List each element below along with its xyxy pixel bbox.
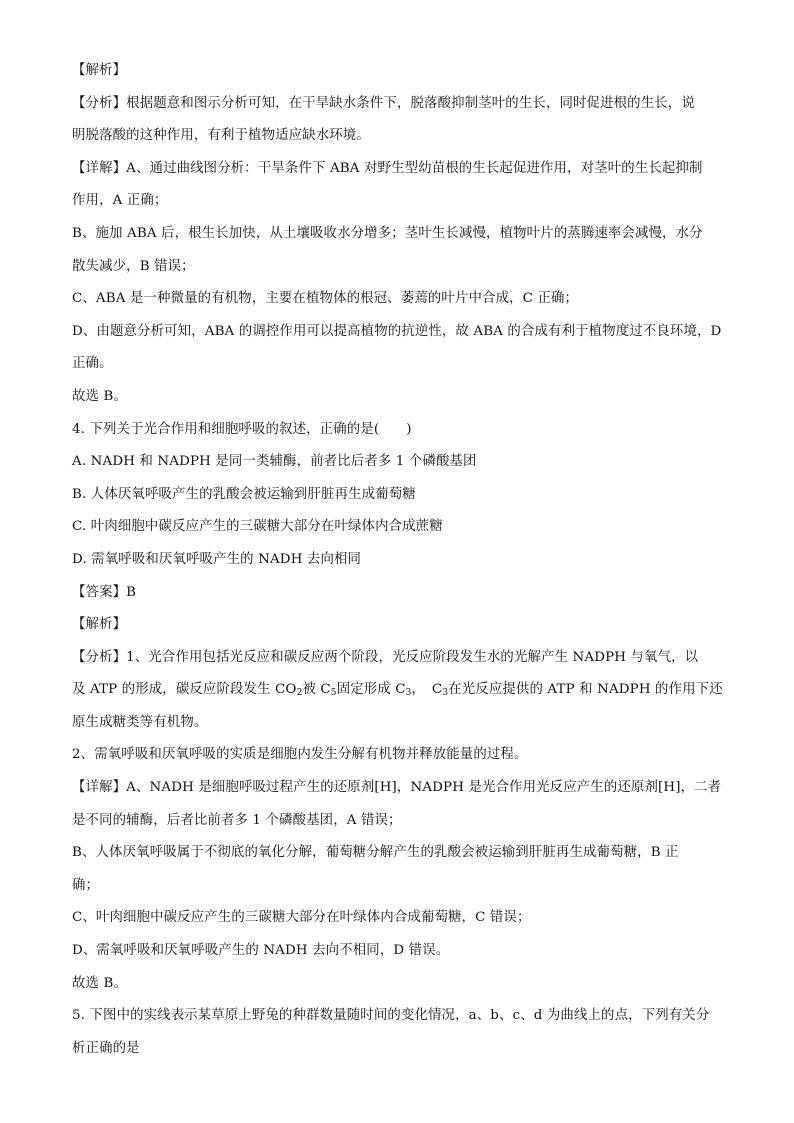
subscript: 5	[330, 688, 337, 699]
option-d: D. 需氧呼吸和厌氧呼吸产生的 NADH 去向相同	[72, 551, 362, 567]
subscript: 3	[405, 688, 412, 699]
document-page	[72, 62, 734, 1072]
subscript: 3	[442, 688, 449, 699]
text-line: B、人体厌氧呼吸属于不彻底的氧化分解，葡萄糖分解产生的乳酸会被运输到肝脏再生成葡萄糖，B 正	[72, 845, 679, 861]
text-line: 故选 B。	[72, 975, 128, 991]
option-a: A. NADH 和 NADPH 是同一类辅酶，前者比后者多 1 个磷酸基团	[72, 454, 477, 470]
text-line: 原生成糖类等有机物。	[72, 714, 208, 730]
option-c: C. 叶肉细胞中碳反应产生的三碳糖大部分在叶绿体内合成蔗糖	[72, 519, 443, 535]
text-line: 【解析】	[72, 617, 127, 633]
text-line: C、叶肉细胞中碳反应产生的三碳糖大部分在叶绿体内合成葡萄糖，C 错误；	[72, 910, 531, 926]
question-stem: 4. 下列关于光合作用和细胞呼吸的叙述，正确的是( )	[72, 421, 412, 437]
text-line: 明脱落酸的这种作用，有利于植物适应缺水环境。	[72, 128, 370, 144]
text-line: C、ABA 是一种微量的有机物，主要在植物体的根冠、萎蔫的叶片中合成，C 正确；	[72, 291, 579, 307]
answer-line: 【答案】B	[72, 584, 137, 600]
text-line: 散失减少，B 错误；	[72, 258, 195, 274]
text-line: 正确。	[72, 356, 113, 372]
text-line: D、由题意分析可知，ABA 的调控作用可以提高植物的抗逆性，故 ABA 的合成有利于植物度过不良环境，D	[72, 323, 722, 339]
question-stem: 5. 下图中的实线表示某草原上野兔的种群数量随时间的变化情况，a、b、c、d 为曲线上的点，下列有关分	[72, 1008, 710, 1024]
text-line: 【分析】1、光合作用包括光反应和碳反应两个阶段，光反应阶段发生水的光解产生 NADPH 与氧气，以	[72, 649, 699, 665]
text-segment: 固定形成 C	[336, 682, 406, 698]
text-segment: 及 ATP 的形成，碳反应阶段发生 CO	[72, 682, 297, 698]
text-line: 是不同的辅酶，后者比前者多 1 个磷酸基团，A 错误；	[72, 812, 402, 828]
text-line: 作用，A 正确；	[72, 193, 168, 209]
text-segment: 被 C	[302, 682, 331, 698]
subscript: 2	[296, 688, 303, 699]
text-segment: 在光反应提供的 ATP 和 NADPH 的作用下还	[448, 682, 723, 698]
text-line: 【分析】根据题意和图示分析可知，在干旱缺水条件下，脱落酸抑制茎叶的生长，同时促进根的生长，说	[72, 95, 695, 111]
text-line: 析正确的是	[72, 1040, 140, 1056]
text-line: 确；	[72, 877, 100, 893]
text-line: 【详解】A、NADH 是细胞呼吸过程产生的还原剂[H]，NADPH 是光合作用光反应产生的还原剂[H]，二者	[72, 780, 722, 796]
text-segment: ， C	[411, 682, 443, 698]
text-line: B、施加 ABA 后，根生长加快，从土壤吸收水分增多；茎叶生长减慢，植物叶片的蒸腾速率会减慢，水分	[72, 225, 703, 241]
text-line: 故选 B。	[72, 388, 128, 404]
text-line: 2、需氧呼吸和厌氧呼吸的实质是细胞内发生分解有机物并释放能量的过程。	[72, 747, 528, 763]
text-line: D、需氧呼吸和厌氧呼吸产生的 NADH 去向不相同，D 错误。	[72, 943, 450, 959]
text-line: 【解析】	[72, 63, 127, 78]
option-b: B. 人体厌氧呼吸产生的乳酸会被运输到肝脏再生成葡萄糖	[72, 486, 416, 502]
text-line-with-subscripts	[72, 681, 734, 699]
text-line: 【详解】A、通过曲线图分析：干旱条件下 ABA 对野生型幼苗根的生长起促进作用，对茎叶的生长起抑制	[72, 160, 703, 176]
